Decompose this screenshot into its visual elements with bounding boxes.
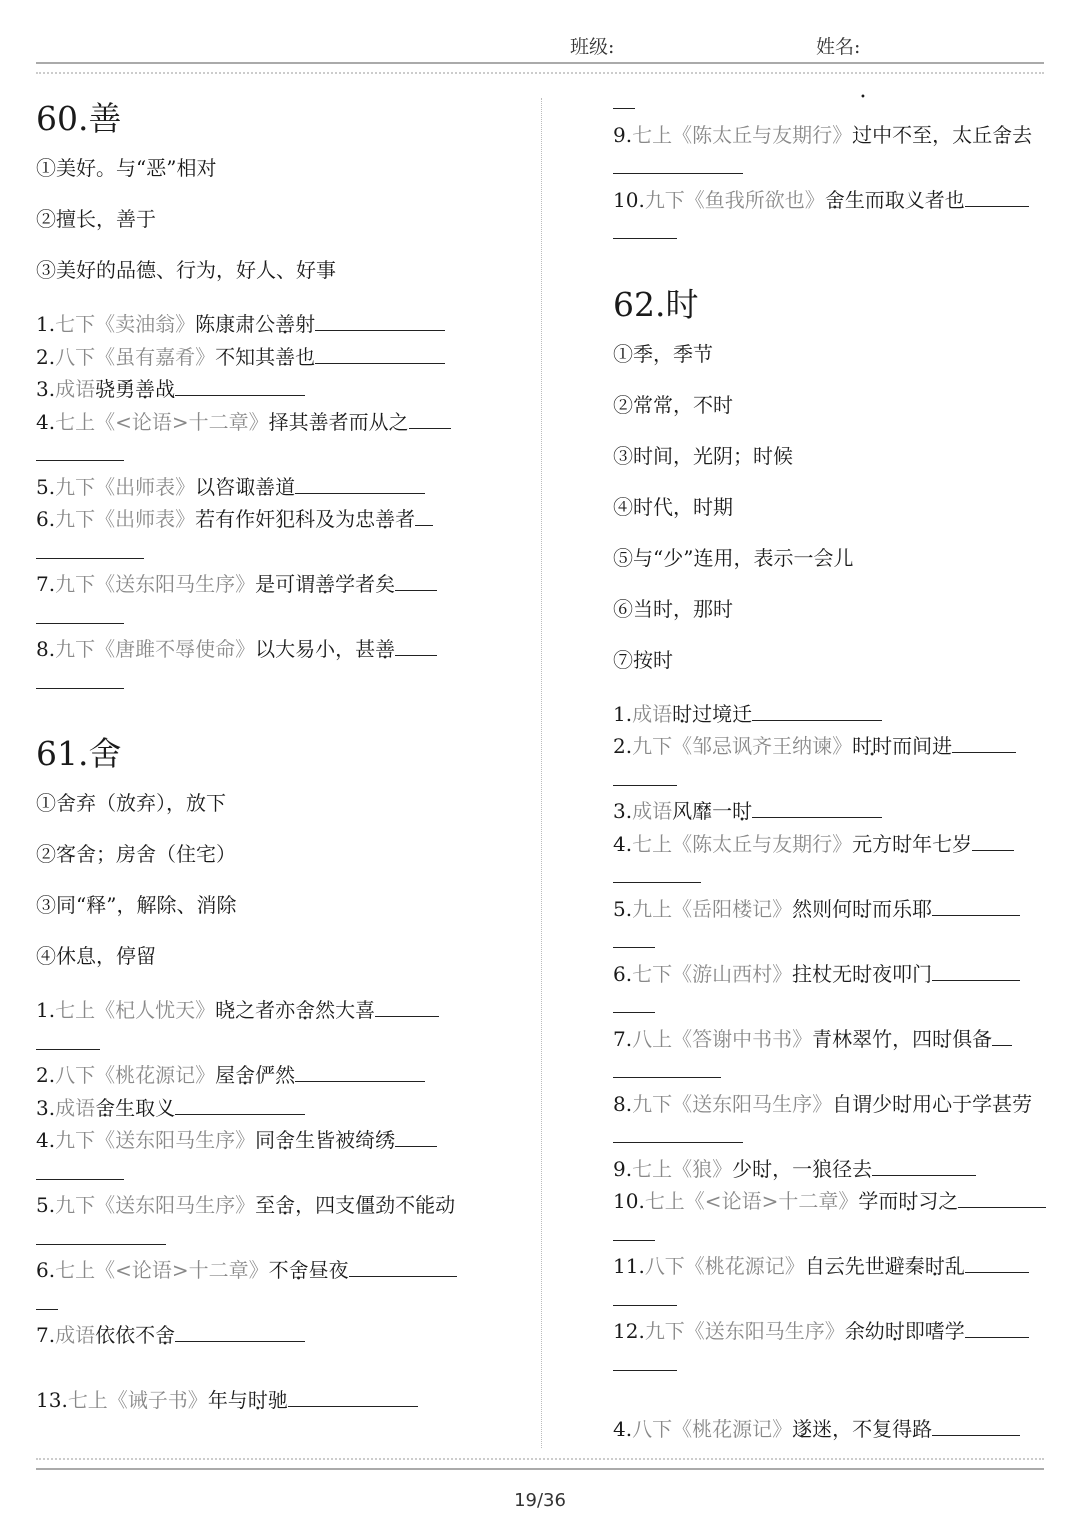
section-title-62: 62.时	[613, 284, 699, 324]
example-item: 3.成语骁勇善战	[36, 373, 476, 406]
example-item: 1.七上《杞人忧天》晓之者亦舍然大喜	[36, 994, 476, 1027]
example-item: 8.九下《送东阳马生序》自谓少时用心于学甚劳	[613, 1088, 1058, 1153]
example-item: 6.七上《<论语>十二章》不舍昼夜	[36, 1254, 476, 1287]
name-label: 姓名:	[816, 36, 861, 58]
example-item: 12.九下《送东阳马生序》余幼时即嗜学	[613, 1315, 1058, 1348]
answer-blank[interactable]	[613, 151, 743, 174]
answer-blank-continued[interactable]	[613, 1283, 677, 1306]
example-item: 6.七下《游山西村》拄杖无时夜叩门	[613, 958, 1058, 991]
answer-blank[interactable]	[932, 1413, 1020, 1436]
example-item: 4.九下《送东阳马生序》同舍生皆被绮绣	[36, 1124, 476, 1157]
sense-item: ⑤与“少”连用，表示一会儿	[613, 545, 854, 570]
answer-blank[interactable]	[175, 1319, 305, 1342]
example-item: 10.七上《<论语>十二章》学而时习之	[613, 1185, 1058, 1218]
answer-blank[interactable]	[295, 471, 425, 494]
right-column	[613, 86, 1058, 1445]
column-divider	[541, 98, 542, 1448]
example-item: 13.七上《诫子书》年与时驰	[36, 1384, 476, 1417]
answer-blank[interactable]	[375, 994, 439, 1017]
sense-item: ④休息，停留	[36, 944, 156, 968]
example-item: 5.九上《岳阳楼记》然则何时而乐耶	[613, 893, 1058, 926]
footer-dotted-rule	[36, 1458, 1044, 1460]
stray-dot: •	[860, 92, 866, 103]
answer-blank[interactable]	[965, 1315, 1029, 1338]
example-item: 4.八下《桃花源记》遂迷，不复得路	[613, 1413, 1058, 1446]
answer-blank[interactable]	[932, 893, 1020, 916]
answer-blank[interactable]	[415, 503, 433, 526]
sense-item: ⑥当时，那时	[613, 596, 733, 621]
answer-blank-continued[interactable]	[613, 1218, 655, 1241]
example-item: 7.九下《送东阳马生序》是可谓善学者矣	[36, 568, 476, 601]
sense-item: ②擅长，善于	[36, 207, 156, 231]
sense-item: ③同“释”，解除、消除	[36, 893, 237, 917]
answer-blank-continued[interactable]	[36, 536, 144, 559]
answer-blank[interactable]	[752, 795, 882, 818]
answer-blank-continued[interactable]	[36, 1287, 58, 1310]
sense-item: ①美好。与“恶”相对	[36, 156, 217, 180]
header-dotted-rule	[36, 72, 1044, 74]
answer-blank[interactable]	[613, 1120, 743, 1143]
answer-blank-continued[interactable]	[613, 990, 655, 1013]
example-item: 3.成语风靡一时	[613, 795, 1058, 828]
left-column	[36, 96, 476, 1417]
answer-blank-continued[interactable]	[613, 925, 655, 948]
answer-blank-continued[interactable]	[613, 216, 677, 239]
sense-item: ③时间，光阴；时候	[613, 443, 793, 468]
answer-blank[interactable]	[992, 1023, 1012, 1046]
answer-blank[interactable]	[965, 1250, 1029, 1273]
example-item: 5.九下《送东阳马生序》至舍，四支僵劲不能动	[36, 1189, 476, 1254]
answer-blank[interactable]	[952, 730, 1016, 753]
sense-item: ①季，季节	[613, 341, 713, 366]
answer-blank[interactable]	[395, 568, 437, 591]
answer-blank[interactable]	[175, 1092, 305, 1115]
footer-rule	[36, 1468, 1044, 1470]
sense-item: ④时代，时期	[613, 494, 733, 519]
example-item: 2.八下《虽有嘉肴》不知其善也	[36, 341, 476, 374]
answer-blank[interactable]	[395, 1124, 437, 1147]
answer-blank[interactable]	[395, 633, 437, 656]
example-item: 9.七上《陈太丘与友期行》过中不至，太丘舍去	[613, 119, 1058, 184]
answer-blank-continued[interactable]	[36, 666, 124, 689]
section-title-60: 60.善	[36, 99, 122, 138]
example-item: 7.成语依依不舍	[36, 1319, 476, 1352]
example-item: 2.八下《桃花源记》屋舍俨然	[36, 1059, 476, 1092]
example-item: 4.七上《<论语>十二章》择其善者而从之	[36, 406, 476, 439]
answer-blank[interactable]	[932, 958, 1020, 981]
class-label: 班级:	[570, 36, 615, 58]
answer-blank-continued[interactable]	[613, 860, 701, 883]
example-item: 9.七上《狼》少时，一狼径去	[613, 1153, 1058, 1186]
answer-blank[interactable]	[958, 1185, 1046, 1208]
answer-blank-continued[interactable]	[613, 86, 635, 109]
answer-blank[interactable]	[295, 1059, 425, 1082]
answer-blank[interactable]	[288, 1384, 418, 1407]
sense-item: ②常常，不时	[613, 392, 733, 417]
answer-blank[interactable]	[36, 1222, 166, 1245]
example-item: 6.九下《出师表》若有作奸犯科及为忠善者	[36, 503, 476, 536]
answer-blank[interactable]	[349, 1254, 457, 1277]
answer-blank[interactable]	[965, 184, 1029, 207]
header-rule	[36, 62, 1044, 64]
example-item: 4.七上《陈太丘与友期行》元方时年七岁	[613, 828, 1058, 861]
answer-blank-continued[interactable]	[613, 1348, 677, 1371]
example-item: 11.八下《桃花源记》自云先世避秦时乱	[613, 1250, 1058, 1283]
answer-blank-continued[interactable]	[36, 1157, 124, 1180]
sense-item: ①舍弃（放弃），放下	[36, 791, 226, 815]
answer-blank[interactable]	[315, 308, 445, 331]
answer-blank-continued[interactable]	[36, 601, 124, 624]
example-item: 1.成语时过境迁	[613, 698, 1058, 731]
answer-blank[interactable]	[175, 373, 305, 396]
answer-blank[interactable]	[752, 698, 882, 721]
example-item: 2.九下《邹忌讽齐王纳谏》时时而间进	[613, 730, 1058, 763]
answer-blank[interactable]	[872, 1153, 976, 1176]
answer-blank-continued[interactable]	[613, 1055, 721, 1078]
example-item: 3.成语舍生取义	[36, 1092, 476, 1125]
answer-blank-continued[interactable]	[36, 438, 124, 461]
answer-blank[interactable]	[315, 341, 445, 364]
example-item: 5.九下《出师表》以咨诹善道	[36, 471, 476, 504]
section-title-61: 61.舍	[36, 734, 122, 773]
answer-blank-continued[interactable]	[613, 763, 677, 786]
sense-item: ②客舍；房舍（住宅）	[36, 842, 236, 866]
example-item: 8.九下《唐雎不辱使命》以大易小，甚善	[36, 633, 476, 666]
example-item: 7.八上《答谢中书书》青林翠竹，四时俱备	[613, 1023, 1058, 1056]
answer-blank[interactable]	[409, 406, 451, 429]
sense-item: ⑦按时	[613, 647, 673, 672]
answer-blank[interactable]	[972, 828, 1014, 851]
sense-item: ③美好的品德、行为，好人、好事	[36, 258, 336, 282]
answer-blank-continued[interactable]	[36, 1027, 100, 1050]
page-number: 19/36	[514, 1490, 566, 1511]
example-item: 10.九下《鱼我所欲也》舍生而取义者也	[613, 184, 1058, 217]
example-item: 1.七下《卖油翁》陈康肃公善射	[36, 308, 476, 341]
